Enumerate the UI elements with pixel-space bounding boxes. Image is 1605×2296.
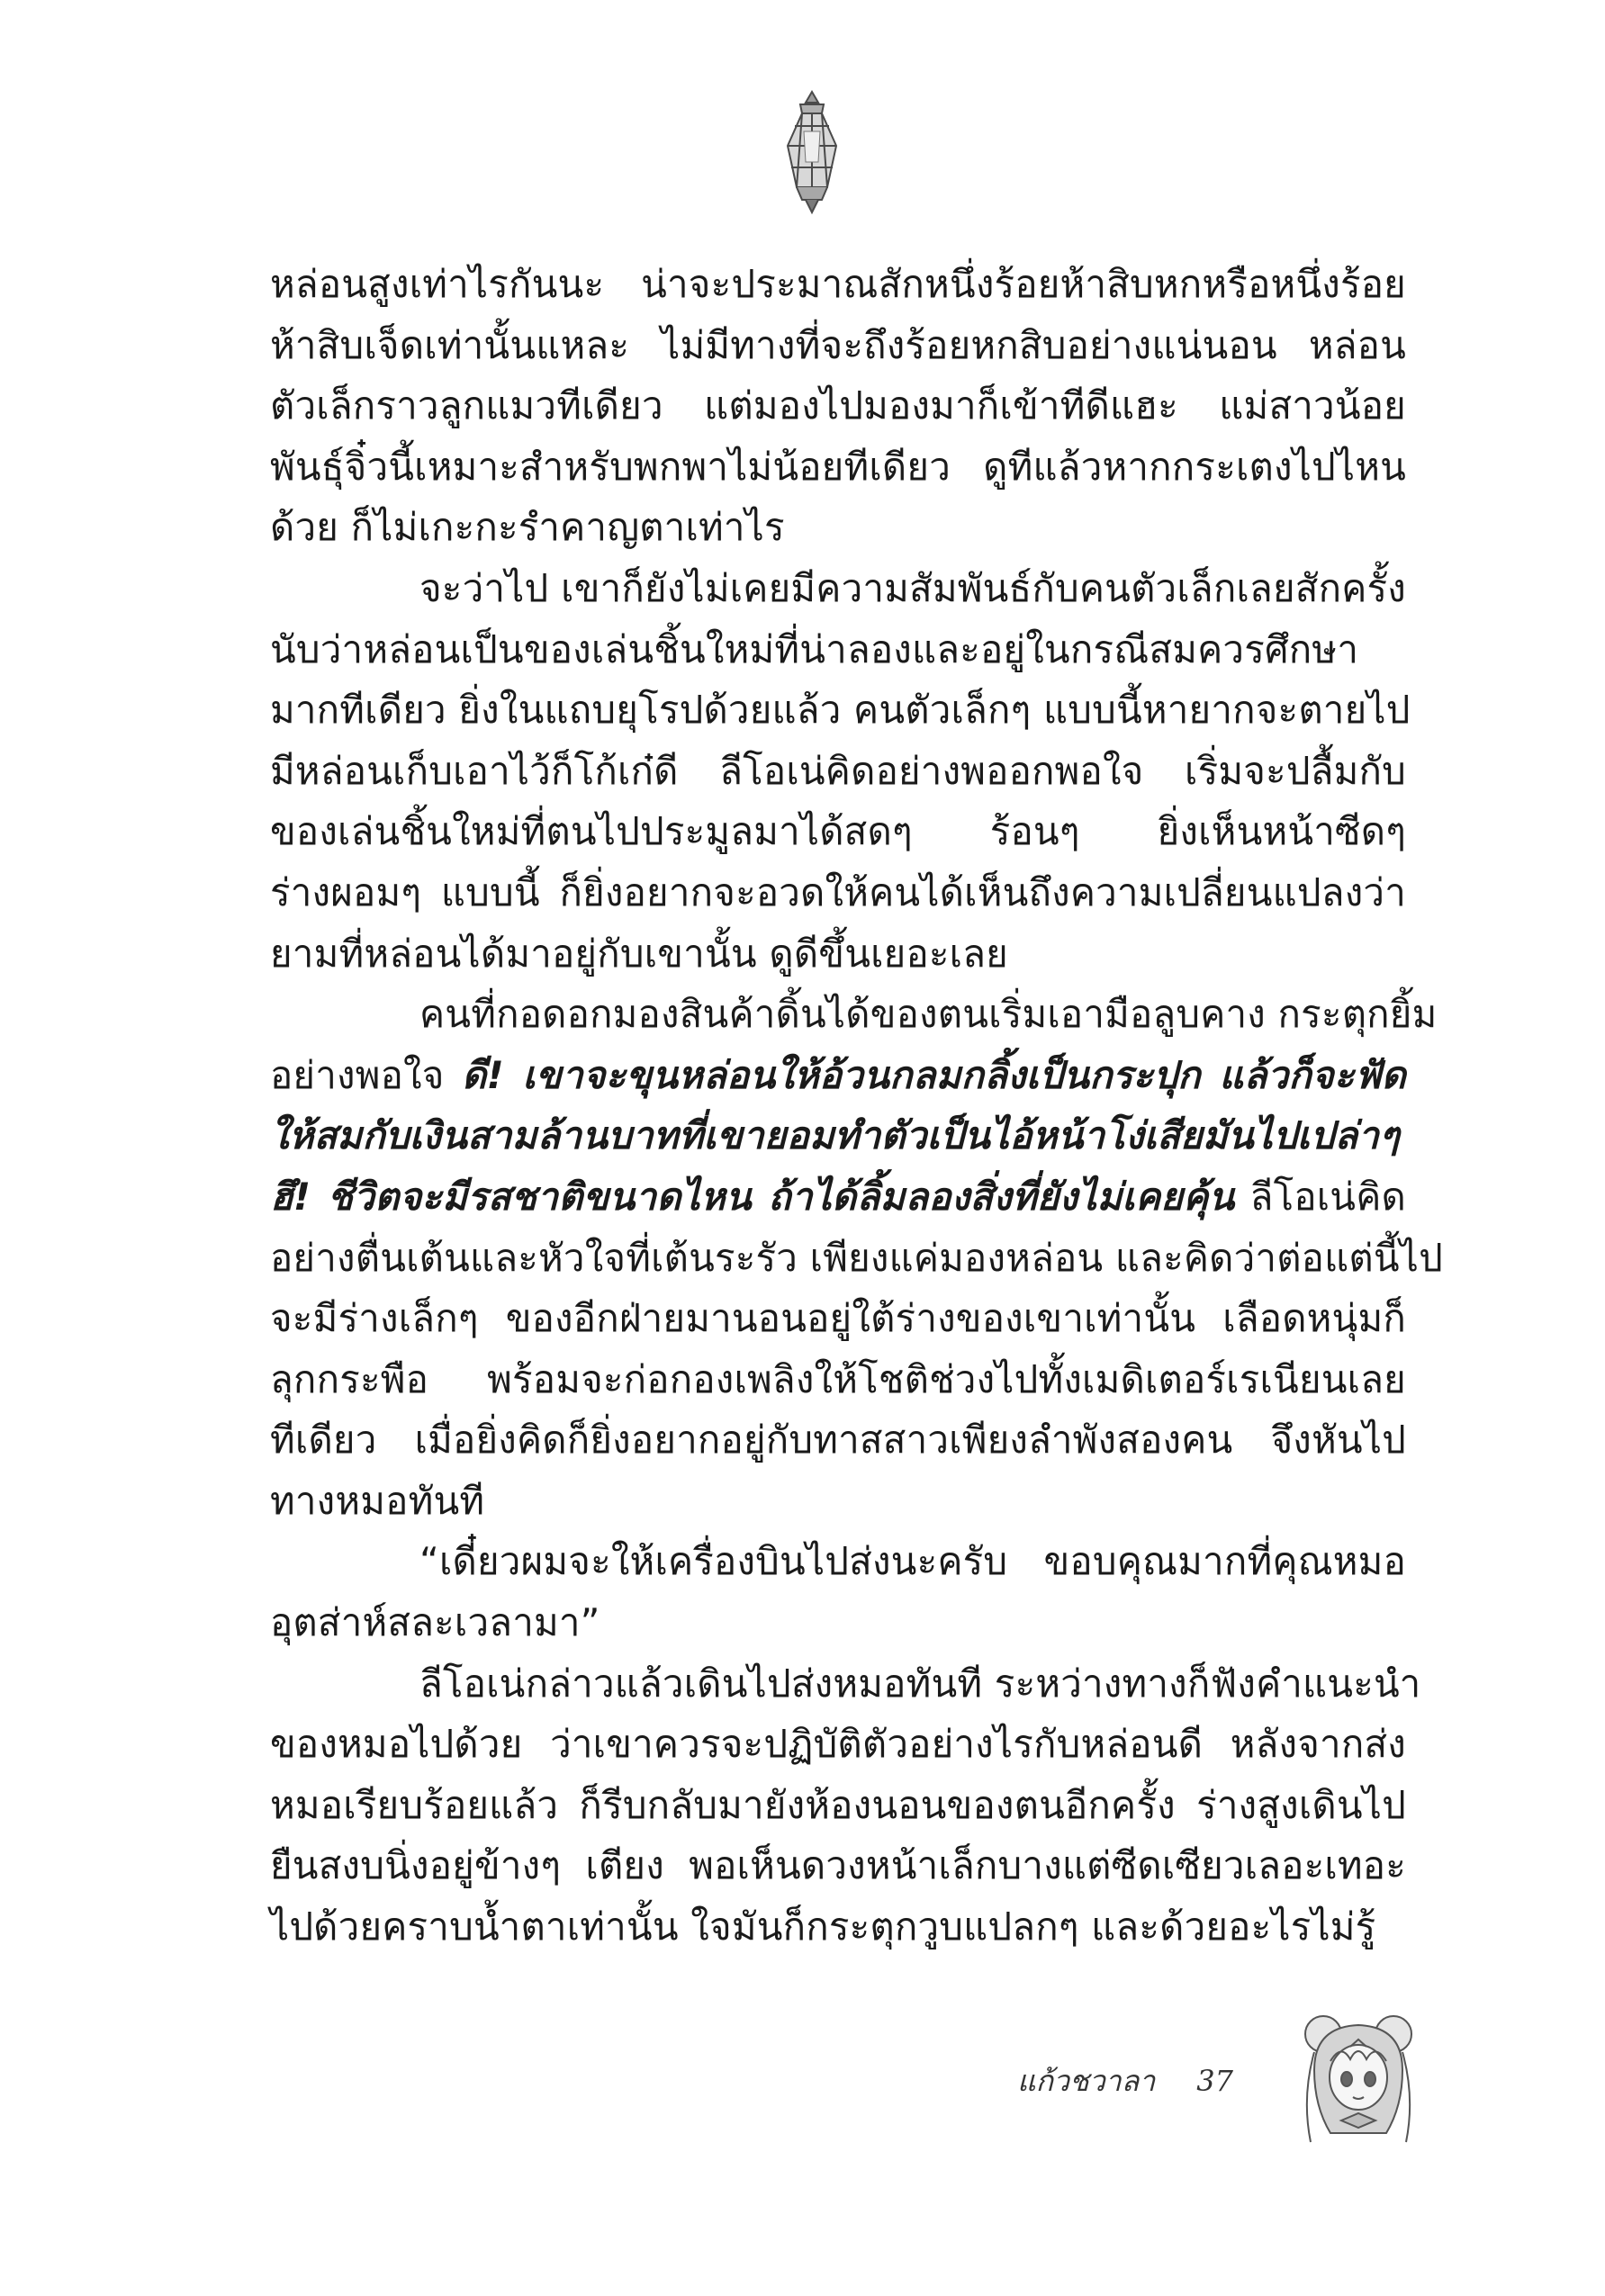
text-line: อุตส่าห์สละเวลามา” bbox=[270, 1600, 600, 1645]
page-footer bbox=[1017, 2054, 1233, 2108]
text-line: ของเล่นชิ้นใหม่ที่ตนไปประมูลมาได้สดๆ ร้อนๆ ยิ่งเห็นหน้าซีดๆ bbox=[270, 809, 1406, 854]
text-line: จะว่าไป เขาก็ยังไม่เคยมีความสัมพันธ์กับคนตัวเล็กเลยสักครั้ง bbox=[419, 565, 1406, 610]
text-segment: จะมีร่างเล็กๆ ของอีกฝ่ายมานอนอยู่ใต้ร่างของเขาเท่านั้น เลือดหนุ่มก็ bbox=[270, 1296, 1406, 1341]
text-line: ยามที่หล่อนได้มาอยู่กับเขานั้น ดูดีขึ้นเยอะเลย bbox=[270, 931, 1008, 976]
text-segment: ลุกกระพือ พร้อมจะก่อกองเพลิงให้โชติช่วงไปทั้งเมดิเตอร์เรเนียนเลย bbox=[270, 1356, 1406, 1401]
text-segment: ลีโอเน่คิด bbox=[1234, 1174, 1406, 1219]
paragraph bbox=[270, 984, 1443, 1531]
text-line: ตัวเล็กราวลูกแมวทีเดียว แต่มองไปมองมาก็เข้าทีดีแฮะ แม่สาวน้อย bbox=[270, 383, 1406, 428]
emphasis-text: ดี! เขาจะขุนหล่อนให้อ้วนกลมกลิ้งเป็นกระปุก แล้วก็จะฟัด bbox=[461, 1052, 1407, 1097]
text-line bbox=[270, 1288, 1406, 1349]
text-line bbox=[270, 1105, 1406, 1166]
text-line bbox=[270, 1409, 1406, 1471]
emphasis-text: ให้สมกับเงินสามล้านบาทที่เขายอมทำตัวเป็นไอ้หน้าโง่เสียมันไปเปล่าๆ bbox=[270, 1113, 1400, 1158]
paragraph bbox=[270, 1531, 1406, 1652]
text-line: ด้วย ก็ไม่เกะกะรำคาญตาเท่าไร bbox=[270, 505, 785, 550]
text-segment: อย่างตื่นเต้นและหัวใจที่เต้นระรัว เพียงแค่มองหล่อน และคิดว่าต่อแต่นี้ไป bbox=[270, 1235, 1443, 1280]
text-line: หล่อนสูงเท่าไรกันนะ น่าจะประมาณสักหนึ่งร้อยห้าสิบหกหรือหนึ่งร้อย bbox=[270, 262, 1406, 306]
text-line: หมอเรียบร้อยแล้ว ก็รีบกลับมายังห้องนอนของตนอีกครั้ง ร่างสูงเดินไป bbox=[270, 1782, 1406, 1827]
text-line: นับว่าหล่อนเป็นของเล่นชิ้นใหม่ที่น่าลองและอยู่ในกรณีสมควรศึกษา bbox=[270, 626, 1359, 671]
lantern-icon bbox=[779, 90, 845, 216]
text-line bbox=[270, 984, 1438, 1045]
text-line bbox=[270, 1045, 1406, 1106]
text-line: “เดี๋ยวผมจะให้เครื่องบินไปส่งนะครับ ขอบคุณมากที่คุณหมอ bbox=[419, 1539, 1406, 1584]
text-line bbox=[270, 1166, 1406, 1228]
body-text bbox=[270, 254, 1443, 1958]
text-line: ห้าสิบเจ็ดเท่านั้นแหละ ไม่มีทางที่จะถึงร้อยหกสิบอย่างแน่นอน หล่อน bbox=[270, 322, 1406, 367]
text-line bbox=[270, 1228, 1443, 1289]
text-line: มีหล่อนเก็บเอาไว้ก็โก้เก๋ดี ลีโอเน่คิดอย่างพออกพอใจ เริ่มจะปลื้มกับ bbox=[270, 748, 1406, 793]
text-line: พันธุ์จิ๋วนี้เหมาะสำหรับพกพาไม่น้อยทีเดียว ดูทีแล้วหากกระเตงไปไหน bbox=[270, 444, 1406, 489]
text-segment: ทีเดียว เมื่อยิ่งคิดก็ยิ่งอยากอยู่กับทาสสาวเพียงลำพังสองคน จึงหันไป bbox=[270, 1418, 1406, 1463]
text-line: ร่างผอมๆ แบบนี้ ก็ยิ่งอยากจะอวดให้คนได้เห็นถึงความเปลี่ยนแปลงว่า bbox=[270, 869, 1406, 914]
text-segment: อย่างพอใจ bbox=[270, 1052, 462, 1097]
paragraph bbox=[270, 558, 1411, 984]
text-segment: คนที่กอดอกมองสินค้าดิ้นได้ของตนเริ่มเอามือลูบคาง กระตุกยิ้ม bbox=[419, 992, 1438, 1037]
text-line bbox=[270, 1471, 1406, 1532]
text-line: ลีโอเน่กล่าวแล้วเดินไปส่งหมอทันที ระหว่างทางก็ฟังคำแนะนำ bbox=[419, 1661, 1421, 1706]
emphasis-text: ฮึ! ชีวิตจะมีรสชาติขนาดไหน ถ้าได้ลิ้มลองสิ่งที่ยังไม่เคยคุ้น bbox=[270, 1174, 1235, 1219]
page-number: 37 bbox=[1196, 2064, 1233, 2098]
text-line: ไปด้วยคราบน้ำตาเท่านั้น ใจมันก็กระตุกวูบแปลกๆ และด้วยอะไรไม่รู้ bbox=[270, 1904, 1376, 1949]
text-line: มากทีเดียว ยิ่งในแถบยุโรปด้วยแล้ว คนตัวเล็กๆ แบบนี้หายากจะตายไป bbox=[270, 688, 1411, 733]
text-line: ยืนสงบนิ่งอยู่ข้างๆ เตียง พอเห็นดวงหน้าเล็กบางแต่ซีดเซียวเลอะเทอะ bbox=[270, 1843, 1406, 1888]
paragraph bbox=[270, 254, 1406, 558]
book-title: แก้วชวาลา bbox=[1017, 2063, 1156, 2098]
text-line bbox=[270, 1349, 1406, 1410]
text-segment: ทางหมอทันที bbox=[270, 1478, 485, 1523]
paragraph bbox=[270, 1653, 1421, 1958]
text-line: ของหมอไปด้วย ว่าเขาควรจะปฏิบัติตัวอย่างไรกับหล่อนดี หลังจากส่ง bbox=[270, 1722, 1406, 1767]
girl-portrait-emblem bbox=[1296, 2007, 1420, 2151]
